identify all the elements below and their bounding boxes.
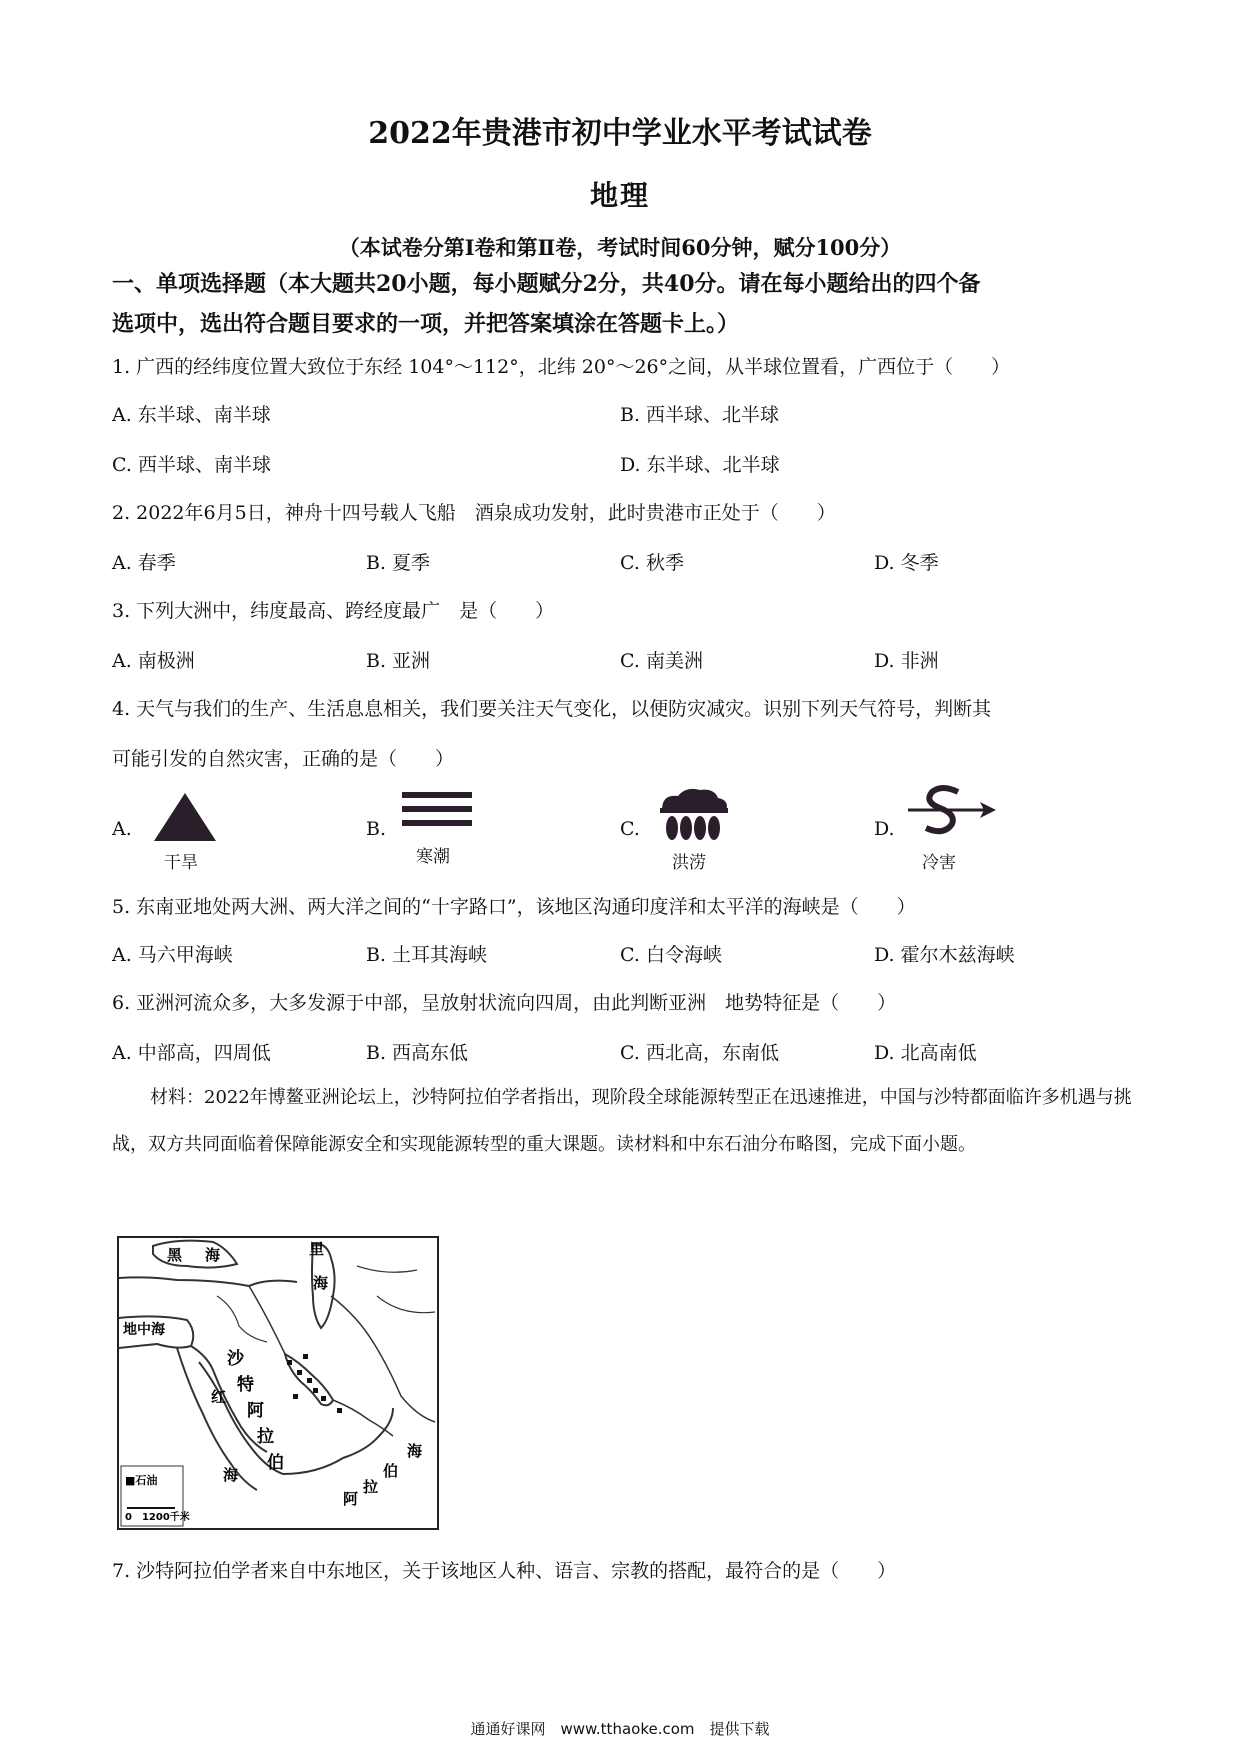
cold-wave-label: 寒潮 (416, 847, 450, 867)
footer-credit[interactable]: 通通好课网 www.tthaoke.com 提供下载 (470, 1720, 770, 1738)
section-heading-line1: 一、单项选择题（本大题共20小题，每小题赋分2分，共40分。请在每小题给出的四个备 (112, 271, 981, 297)
question-4-option-d[interactable]: D. (874, 818, 895, 840)
map-label-saudi-3: 阿 (247, 1401, 264, 1421)
map-label-caspian-1: 里 (309, 1240, 325, 1258)
cold-wave-symbol-icon (400, 788, 474, 830)
map-scale: 0 1200千米 (125, 1512, 190, 1523)
question-2-option-d[interactable]: D. 冬季 (874, 552, 939, 574)
question-1-option-a[interactable]: A. 东半球、南半球 (112, 404, 271, 426)
question-5-option-c[interactable]: C. 白令海峡 (620, 944, 722, 966)
question-7-stem: 7. 沙特阿拉伯学者来自中东地区，关于该地区人种、语言、宗教的搭配，最符合的是（ ） (112, 1560, 897, 1582)
question-6-stem: 6. 亚洲河流众多，大多发源于中部，呈放射状流向四周，由此判断亚洲 地势特征是（ ） (112, 992, 897, 1014)
question-6-option-b[interactable]: B. 西高东低 (366, 1042, 469, 1064)
question-4-option-a[interactable]: A. (112, 818, 132, 840)
question-3-stem: 3. 下列大洲中，纬度最高、跨经度最广 是（ ） (112, 600, 555, 622)
map-label-saudi-5: 伯 (267, 1453, 284, 1473)
map-label-red-sea-1: 红 (211, 1388, 227, 1406)
question-4-option-c[interactable]: C. (620, 818, 640, 840)
question-6-option-c[interactable]: C. 西北高，东南低 (620, 1042, 779, 1064)
section-heading-line2: 选项中，选出符合题目要求的一项，并把答案填涂在答题卡上。） (112, 311, 740, 337)
drought-label: 干旱 (164, 853, 198, 873)
subject-title: 地理 (589, 179, 650, 212)
question-4-stem-line1: 4. 天气与我们的生产、生活息息相关，我们要关注天气变化，以便防灾减灾。识别下列天气符号，判断其 (112, 698, 992, 720)
question-1-option-b[interactable]: B. 西半球、北半球 (620, 404, 780, 426)
frost-damage-label: 冷害 (922, 853, 956, 873)
drought-symbol-icon (150, 790, 220, 844)
question-2-option-a[interactable]: A. 春季 (112, 552, 176, 574)
question-6-option-a[interactable]: A. 中部高，四周低 (112, 1042, 271, 1064)
question-4-stem-line2: 可能引发的自然灾害，正确的是（ ） (112, 748, 455, 770)
map-label-arabian-sea-2: 拉 (363, 1478, 379, 1496)
exam-note: （本试卷分第Ⅰ卷和第Ⅱ卷，考试时间60分钟，赋分100分） (338, 235, 902, 260)
question-5-stem: 5. 东南亚地处两大洲、两大洋之间的“十字路口”，该地区沟通印度洋和太平洋的海峡是（ ） (112, 896, 916, 918)
question-2-option-b[interactable]: B. 夏季 (366, 552, 431, 574)
middle-east-oil-map (117, 1236, 439, 1530)
map-label-black-sea-2: 海 (205, 1246, 221, 1264)
map-label-mediterranean: 地中海 (123, 1322, 165, 1338)
question-4-option-b[interactable]: B. (366, 818, 387, 840)
material-paragraph: 材料：2022年博鳌亚洲论坛上，沙特阿拉伯学者指出，现阶段全球能源转型正在迅速推进，中国与沙特都面临许多机遇与挑战，双方共同面临着保障能源安全和实现能源转型的重大课题。读材料和中东石油分布略图，完成下面小题。 (112, 1087, 1132, 1155)
question-5-option-b[interactable]: B. 土耳其海峡 (366, 944, 488, 966)
question-3-option-a[interactable]: A. 南极洲 (112, 650, 195, 672)
map-label-caspian-2: 海 (313, 1274, 329, 1292)
question-3-option-d[interactable]: D. 非洲 (874, 650, 939, 672)
question-3-option-c[interactable]: C. 南美洲 (620, 650, 703, 672)
question-2-stem: 2. 2022年6月5日，神舟十四号载人飞船 酒泉成功发射，此时贵港市正处于（ ） (112, 502, 836, 524)
map-label-arabian-sea-1: 阿 (343, 1490, 359, 1508)
question-6-option-d[interactable]: D. 北高南低 (874, 1042, 977, 1064)
map-label-saudi-4: 拉 (257, 1427, 274, 1447)
question-1-option-c[interactable]: C. 西半球、南半球 (112, 454, 271, 476)
map-label-arabian-sea-3: 伯 (383, 1462, 399, 1480)
map-label-saudi-2: 特 (237, 1375, 254, 1395)
question-1-stem: 1. 广西的经纬度位置大致位于东经 104°～112°，北纬 20°～26°之间，从半球位置看，广西位于（ ） (112, 356, 1011, 378)
question-5-option-a[interactable]: A. 马六甲海峡 (112, 944, 233, 966)
flood-symbol-icon (656, 786, 732, 844)
map-label-arabian-sea-4: 海 (407, 1442, 423, 1460)
frost-damage-symbol-icon (906, 784, 998, 840)
question-1-option-d[interactable]: D. 东半球、北半球 (620, 454, 780, 476)
question-5-option-d[interactable]: D. 霍尔木兹海峡 (874, 944, 1015, 966)
map-legend-oil: ■石油 (125, 1474, 158, 1487)
flood-label: 洪涝 (672, 853, 706, 873)
map-label-black-sea-1: 黑 (167, 1246, 183, 1264)
map-label-saudi-1: 沙 (227, 1349, 244, 1369)
question-3-option-b[interactable]: B. 亚洲 (366, 650, 431, 672)
map-label-red-sea-2: 海 (223, 1466, 239, 1484)
exam-title: 2022年贵港市初中学业水平考试试卷 (368, 116, 872, 151)
question-2-option-c[interactable]: C. 秋季 (620, 552, 684, 574)
